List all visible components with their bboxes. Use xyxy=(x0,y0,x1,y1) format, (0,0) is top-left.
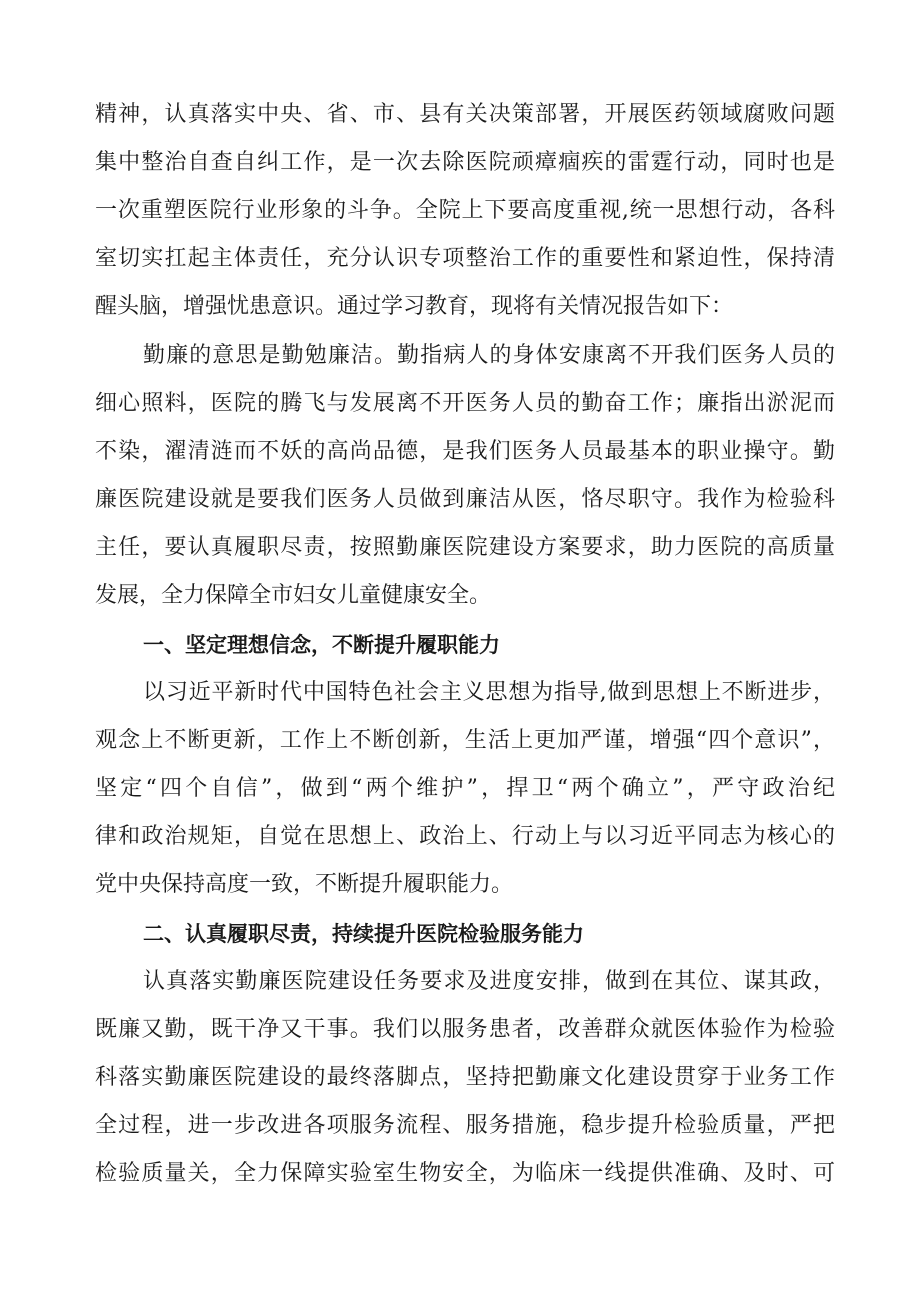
paragraph-1-line-1: 精神，认真落实中央、省、市、县有关决策部署，开展医药领域腐败问题 xyxy=(95,102,835,127)
paragraph-1-line-5: 醒头脑，增强忧患意识。通过学习教育，现将有关情况报告如下： xyxy=(95,294,734,319)
paragraph-2-line-3: 不染，濯清涟而不妖的高尚品德，是我们医务人员最基本的职业操守。勤 xyxy=(95,439,835,464)
paragraph-2-line-4: 廉医院建设就是要我们医务人员做到廉洁从医，恪尽职守。我作为检验科 xyxy=(95,487,835,512)
section-heading-2: 二、认真履职尽责，持续提升医院检验服务能力 xyxy=(143,922,584,946)
paragraph-2-line-1: 勤廉的意思是勤勉廉洁。勤指病人的身体安康离不开我们医务人员的 xyxy=(143,343,835,368)
paragraph-1-line-3: 一次重塑医院行业形象的斗争。全院上下要高度重视,统一思想行动，各科 xyxy=(95,198,835,223)
paragraph-2-line-5: 主任，要认真履职尽责，按照勤廉医院建设方案要求，助力医院的高质量 xyxy=(95,535,835,560)
paragraph-4-line-2: 既廉又勤，既干净又干事。我们以服务患者，改善群众就医体验作为检验 xyxy=(95,1017,835,1042)
paragraph-1-line-2: 集中整治自查自纠工作，是一次去除医院顽瘴痼疾的雷霆行动，同时也是 xyxy=(95,150,835,175)
section-heading-1: 一、坚定理想信念，不断提升履职能力 xyxy=(143,633,500,657)
paragraph-4-line-5: 检验质量关，全力保障实验室生物安全，为临床一线提供准确、及时、可 xyxy=(95,1161,835,1186)
paragraph-2-line-6: 发展，全力保障全市妇女儿童健康安全。 xyxy=(95,583,492,608)
paragraph-3-line-5: 党中央保持高度一致，不断提升履职能力。 xyxy=(95,872,514,897)
paragraph-4-line-3: 科落实勤廉医院建设的最终落脚点，坚持把勤廉文化建设贯穿于业务工作 xyxy=(95,1065,835,1090)
paragraph-2-line-2: 细心照料，医院的腾飞与发展离不开医务人员的勤奋工作；廉指出淤泥而 xyxy=(95,391,835,416)
paragraph-3-line-3: 坚定“四个自信”，做到“两个维护”，捍卫“两个确立”，严守政治纪 xyxy=(95,776,835,801)
paragraph-1-line-4: 室切实扛起主体责任，充分认识专项整治工作的重要性和紧迫性，保持清 xyxy=(95,246,835,271)
paragraph-3-line-1: 以习近平新时代中国特色社会主义思想为指导,做到思想上不断进步， xyxy=(143,680,835,705)
paragraph-3-line-4: 律和政治规矩，自觉在思想上、政治上、行动上与以习近平同志为核心的 xyxy=(95,824,835,849)
paragraph-3-line-2: 观念上不断更新，工作上不断创新，生活上更加严谨，增强“四个意识”， xyxy=(95,728,835,753)
paragraph-4-line-4: 全过程，进一步改进各项服务流程、服务措施，稳步提升检验质量，严把 xyxy=(95,1113,835,1138)
paragraph-4-line-1: 认真落实勤廉医院建设任务要求及进度安排，做到在其位、谋其政， xyxy=(143,969,835,994)
